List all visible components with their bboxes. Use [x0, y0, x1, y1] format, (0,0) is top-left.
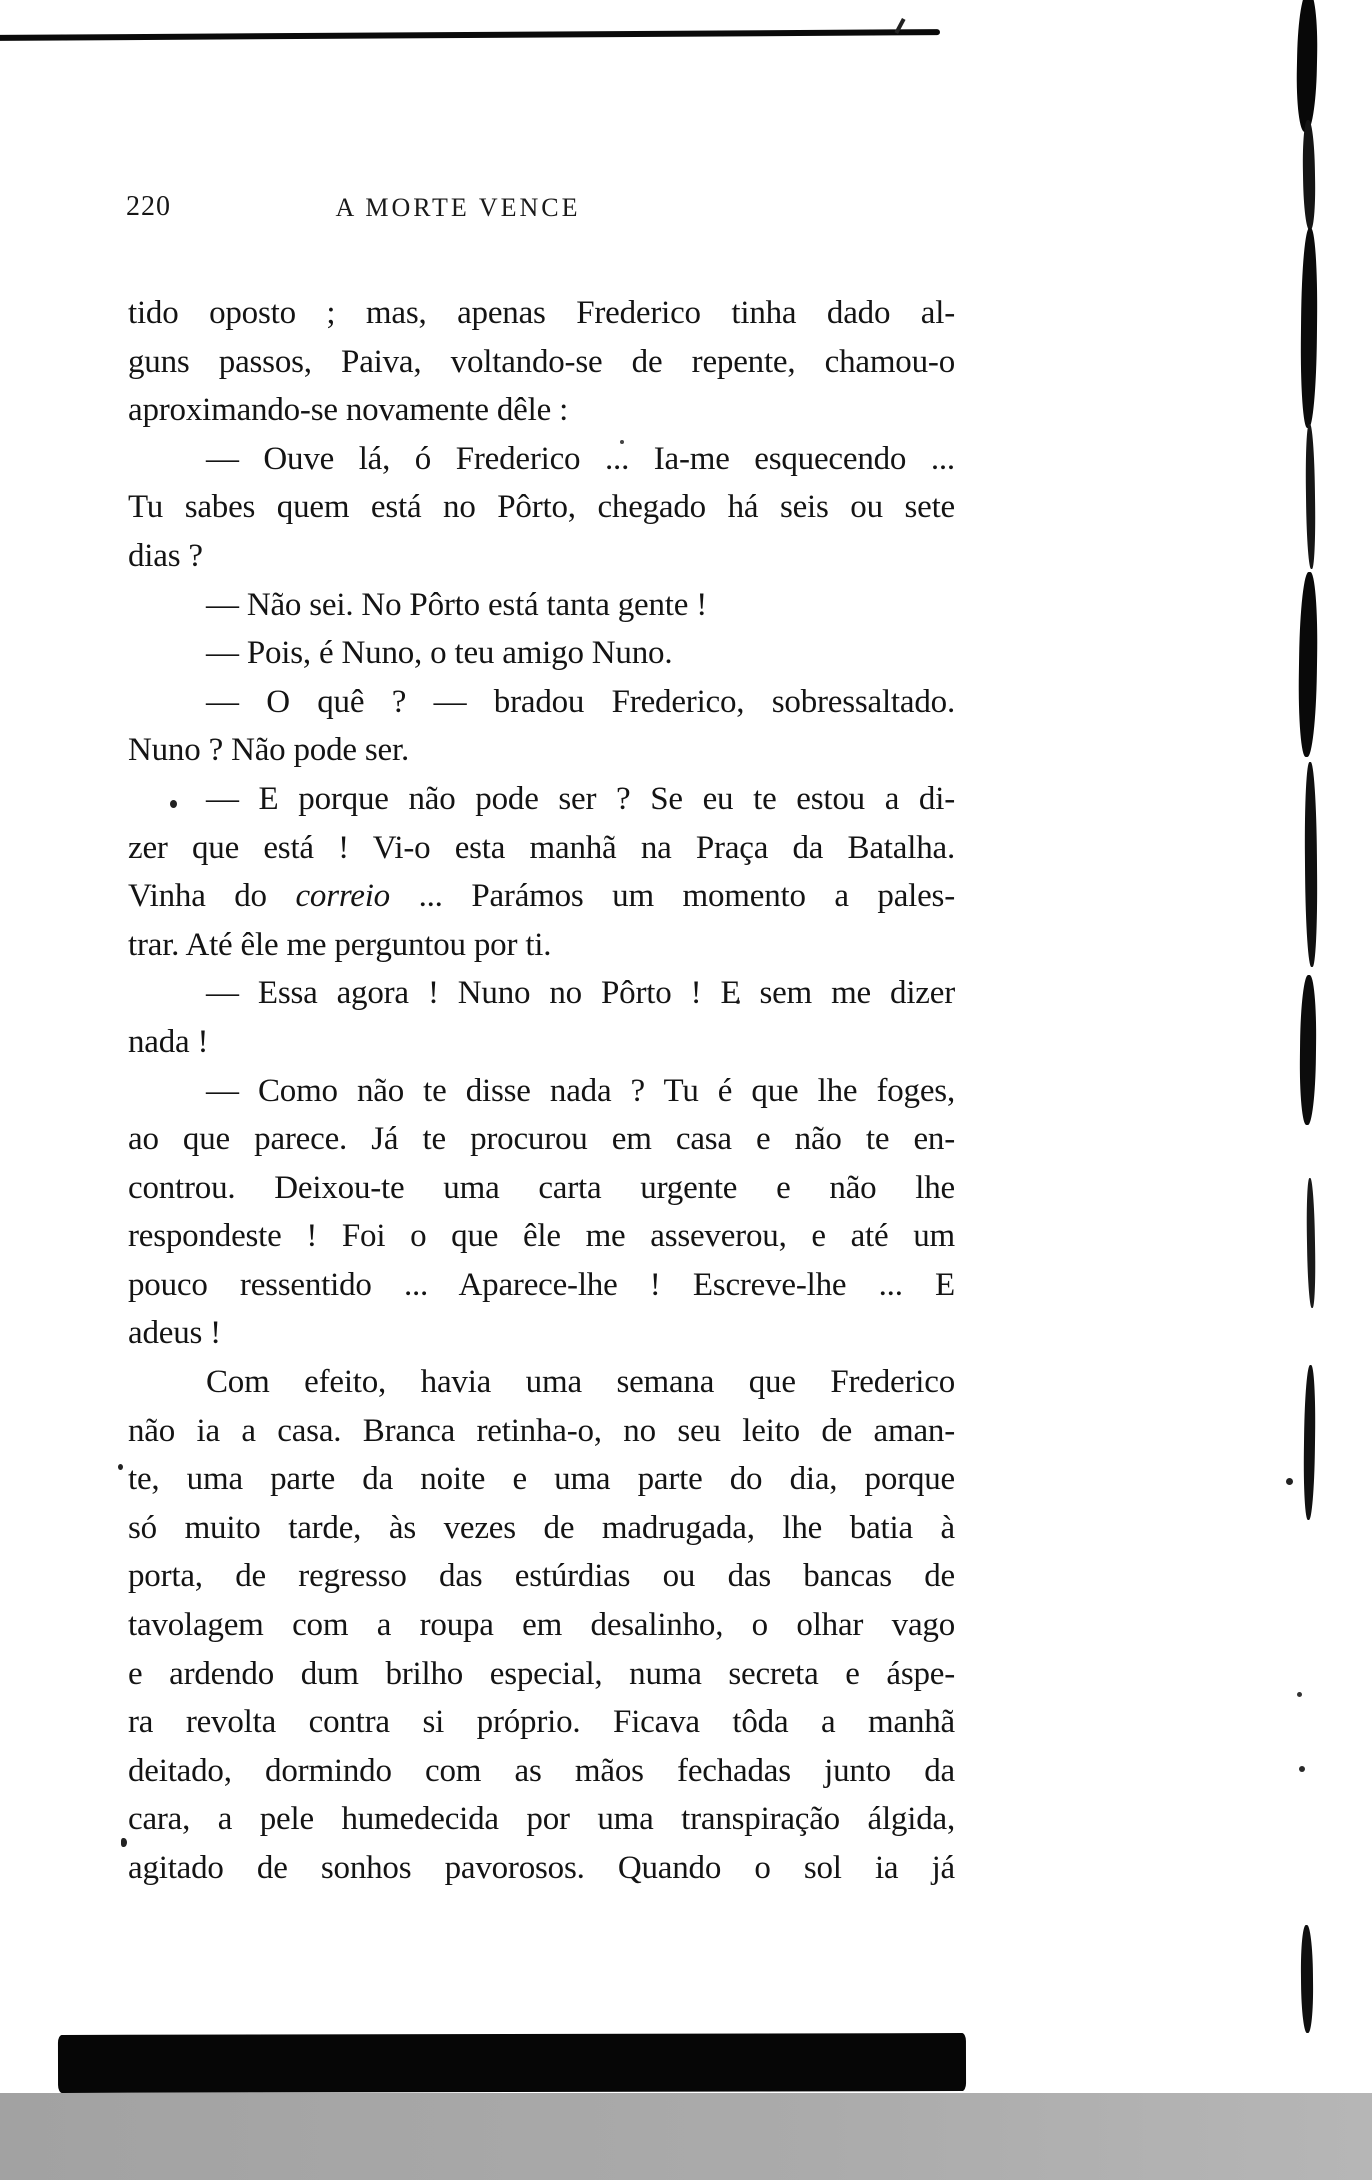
- ink-speck: [1297, 1692, 1302, 1697]
- right-edge-scan-streak: [1296, 0, 1319, 132]
- right-edge-scan-streak: [1304, 762, 1318, 967]
- emphasized-word: correio: [295, 878, 390, 915]
- right-edge-scan-streak: [1306, 1178, 1316, 1308]
- right-edge-scan-streak: [1303, 1365, 1316, 1520]
- text-line: aproximando-se novamente dêle :: [128, 392, 569, 429]
- ink-speck: [1286, 1478, 1293, 1485]
- ink-speck: [1299, 1766, 1305, 1772]
- right-edge-scan-streak: [1299, 975, 1317, 1125]
- text-line: — Como não te disse nada ? Tu é que lhe foges,: [206, 1072, 955, 1109]
- text-line: respondeste ! Foi o que êle me asseverou, e até um: [128, 1218, 955, 1255]
- text-line: Nuno ? Não pode ser.: [128, 732, 410, 769]
- text-line: nada !: [128, 1023, 209, 1060]
- ink-speck: [121, 1838, 127, 1847]
- text-line: porta, de regresso das estúrdias ou das bancas de: [128, 1558, 955, 1595]
- text-line: — Não sei. No Pôrto está tanta gente !: [206, 586, 708, 623]
- scanner-background-strip: [0, 2093, 1372, 2180]
- text-line: adeus !: [128, 1315, 221, 1352]
- text-line: Tu sabes quem está no Pôrto, chegado há seis ou sete: [128, 489, 955, 526]
- right-edge-scan-streak: [1298, 572, 1319, 757]
- text-line: agitado de sonhos pavorosos. Quando o sol ia já: [128, 1850, 955, 1886]
- text-line: — O quê ? — bradou Frederico, sobressaltado.: [206, 683, 955, 720]
- text-line: Vinha do correio ... Parámos um momento a pales-: [128, 878, 955, 915]
- text-line: — E porque não pode ser ? Se eu te estou a di-: [206, 780, 955, 817]
- text-line: não ia a casa. Branca retinha-o, no seu leito de aman-: [128, 1412, 955, 1449]
- text-line: deitado, dormindo com as mãos fechadas junto da: [128, 1752, 955, 1789]
- ink-speck: [118, 1464, 123, 1470]
- text-line: — Essa agora ! Nuno no Pôrto ! E sem me dizer: [206, 975, 955, 1012]
- text-line: trar. Até êle me perguntou por ti.: [128, 926, 552, 963]
- right-edge-scan-streak: [1300, 1925, 1313, 2033]
- text-line: dias ?: [128, 537, 203, 574]
- right-edge-scan-streak: [1302, 120, 1316, 230]
- bottom-scan-bar: [58, 2033, 966, 2093]
- text-line: — Pois, é Nuno, o teu amigo Nuno.: [206, 635, 673, 672]
- text-line: zer que está ! Vi-o esta manhã na Praça da Batalha.: [128, 829, 955, 866]
- right-edge-scan-streak: [1305, 424, 1316, 569]
- text-line: — Ouve lá, ó Frederico ... Ia-me esquecendo ...: [206, 440, 955, 477]
- text-line: controu. Deixou-te uma carta urgente e não lhe: [128, 1169, 955, 1206]
- text-line: só muito tarde, às vezes de madrugada, lhe batia à: [128, 1509, 955, 1546]
- text-line: e ardendo dum brilho especial, numa secreta e áspe-: [128, 1655, 955, 1692]
- text-line: guns passos, Paiva, voltando-se de repente, chamou-o: [128, 343, 955, 380]
- running-title: A MORTE VENCE: [335, 193, 581, 222]
- text-line: tido oposto ; mas, apenas Frederico tinha dado al-: [128, 295, 955, 331]
- body-text: [128, 289, 955, 1893]
- text-line: ra revolta contra si próprio. Ficava tôda a manhã: [128, 1704, 955, 1741]
- text-line: Com efeito, havia uma semana que Frederico: [206, 1364, 955, 1401]
- text-line: tavolagem com a roupa em desalinho, o olhar vago: [128, 1607, 955, 1644]
- text-line: ao que parece. Já te procurou em casa e não te en-: [128, 1121, 955, 1158]
- text-line: te, uma parte da noite e uma parte do dia, porque: [128, 1461, 955, 1498]
- page-number: 220: [126, 191, 171, 222]
- text-line: pouco ressentido ... Aparece-lhe ! Escreve-lhe ... E: [128, 1266, 955, 1303]
- right-edge-scan-streak: [1300, 228, 1318, 428]
- top-rule-line: [0, 29, 940, 41]
- text-line: cara, a pele humedecida por uma transpiração álgida,: [128, 1801, 955, 1838]
